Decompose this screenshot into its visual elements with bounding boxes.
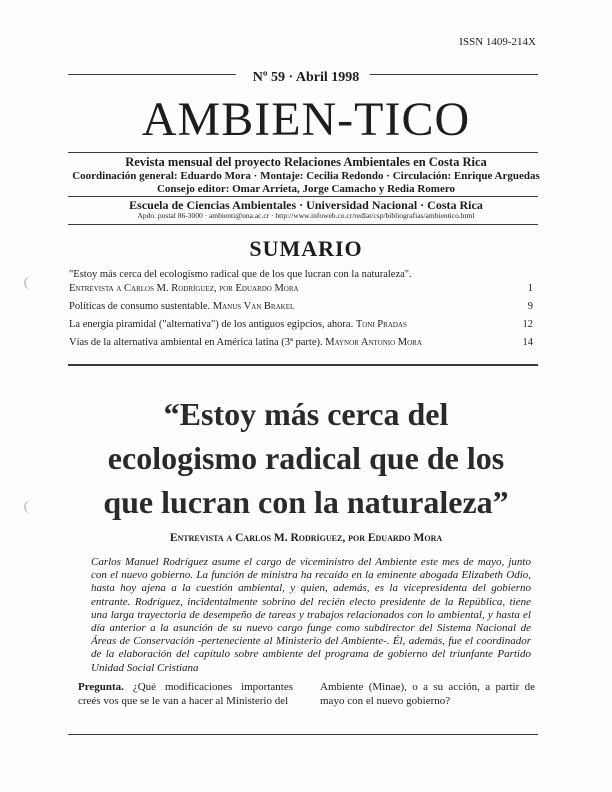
toc-title: Políticas de consumo sustentable. bbox=[69, 301, 211, 312]
toc-author: Toni Pradas bbox=[355, 319, 407, 330]
credits-line-1: Coordinación general: Eduardo Mora · Montaje: Cecilia Redondo · Circulación: Enrique Arguedas bbox=[72, 170, 540, 182]
toc-title: Vías de la alternativa ambiental en América latina (3ª parte). bbox=[69, 337, 323, 348]
divider bbox=[68, 152, 538, 153]
punch-hole-mark bbox=[24, 500, 38, 514]
toc-author: Manus Van Brakel bbox=[212, 301, 295, 312]
school-line: Escuela de Ciencias Ambientales · Universidad Nacional · Costa Rica bbox=[129, 198, 483, 212]
toc-page: 9 bbox=[527, 301, 533, 312]
toc-title: La energía piramidal ("alternativa") de los antiguos egipcios, ahora. bbox=[69, 319, 354, 330]
toc-author: Entrevista a Carlos M. Rodríguez, por Eduardo Mora bbox=[69, 283, 299, 294]
article-title-line: que lucran con la naturaleza” bbox=[103, 484, 509, 520]
toc-page: 12 bbox=[522, 319, 533, 330]
article-title-line: “Estoy más cerca del bbox=[163, 396, 449, 432]
credits-line-2: Consejo editor: Omar Arrieta, Jorge Camacho y Redia Romero bbox=[156, 183, 456, 195]
article-title-line: ecologismo radical que de los bbox=[107, 440, 505, 476]
toc-author: Maynor Antonio Mora bbox=[325, 337, 422, 348]
question-column-2: Ambiente (Minae), o a su acción, a partir de mayo con el nuevo gobierno? bbox=[320, 681, 535, 707]
subtitle: Revista mensual del proyecto Relaciones Ambientales en Costa Rica bbox=[125, 155, 487, 169]
divider bbox=[68, 224, 538, 225]
issue-number: Nº 59 · Abril 1998 bbox=[252, 70, 360, 85]
issn: ISSN 1409-214X bbox=[459, 36, 536, 48]
contact-line: Apdo. postal 86-3000 · ambienti@una.ac.cr · http://www.infoweb.co.cr/redlat/csp/bibliografias/ambientico.html bbox=[137, 211, 475, 220]
toc-page: 14 bbox=[522, 337, 533, 348]
divider bbox=[68, 734, 538, 735]
question-text: ¿Qué modificaciones importantes creés vos que se le van a hacer al Ministerio del bbox=[78, 681, 293, 707]
article-title bbox=[40, 392, 572, 524]
toc-item[interactable] bbox=[69, 318, 537, 332]
question-column-1 bbox=[78, 680, 293, 708]
toc-item[interactable] bbox=[69, 268, 537, 296]
intro-paragraph: Carlos Manuel Rodríguez asume el cargo de viceministro del Ambiente este mes de mayo, junto con el nuevo gobierno. La función de ministra ha recaído en la eminente abogada Elizabeth Odio, hasta hoy ajena a la cuestión ambiental, y quien, además, es la vicepresidenta del gobierno entrante. Rodríguez, incidentalmente sobrino del recién electo presidente de la República, tiene una larga trayectoria de desempeño de tareas y trabajos relacionados con lo ambiental, y hasta el día anterior a la asunción de su nuevo cargo funge como subdirector del Sistema Nacional de Áreas de Conservación -perteneciente al Ministerio del Ambiente-. Él, además, fue el coordinador de la elaboración del capítulo sobre ambiente del programa de gobierno del triunfante Partido Unidad Social Cristiana bbox=[91, 556, 531, 674]
question-label: Pregunta. bbox=[78, 681, 124, 693]
punch-hole-mark bbox=[24, 276, 38, 290]
toc-item[interactable] bbox=[69, 336, 537, 350]
toc-page: 1 bbox=[527, 283, 533, 294]
divider bbox=[68, 364, 538, 366]
byline: Entrevista a Carlos M. Rodríguez, por Eduardo Mora bbox=[169, 532, 443, 544]
toc-item[interactable] bbox=[69, 300, 537, 314]
masthead: AMBIEN-TICO bbox=[141, 93, 471, 146]
sumario-heading: SUMARIO bbox=[249, 236, 363, 261]
divider bbox=[68, 196, 538, 197]
toc-title: "Estoy más cerca del ecologismo radical que de los que lucran con la naturaleza". bbox=[69, 269, 412, 280]
